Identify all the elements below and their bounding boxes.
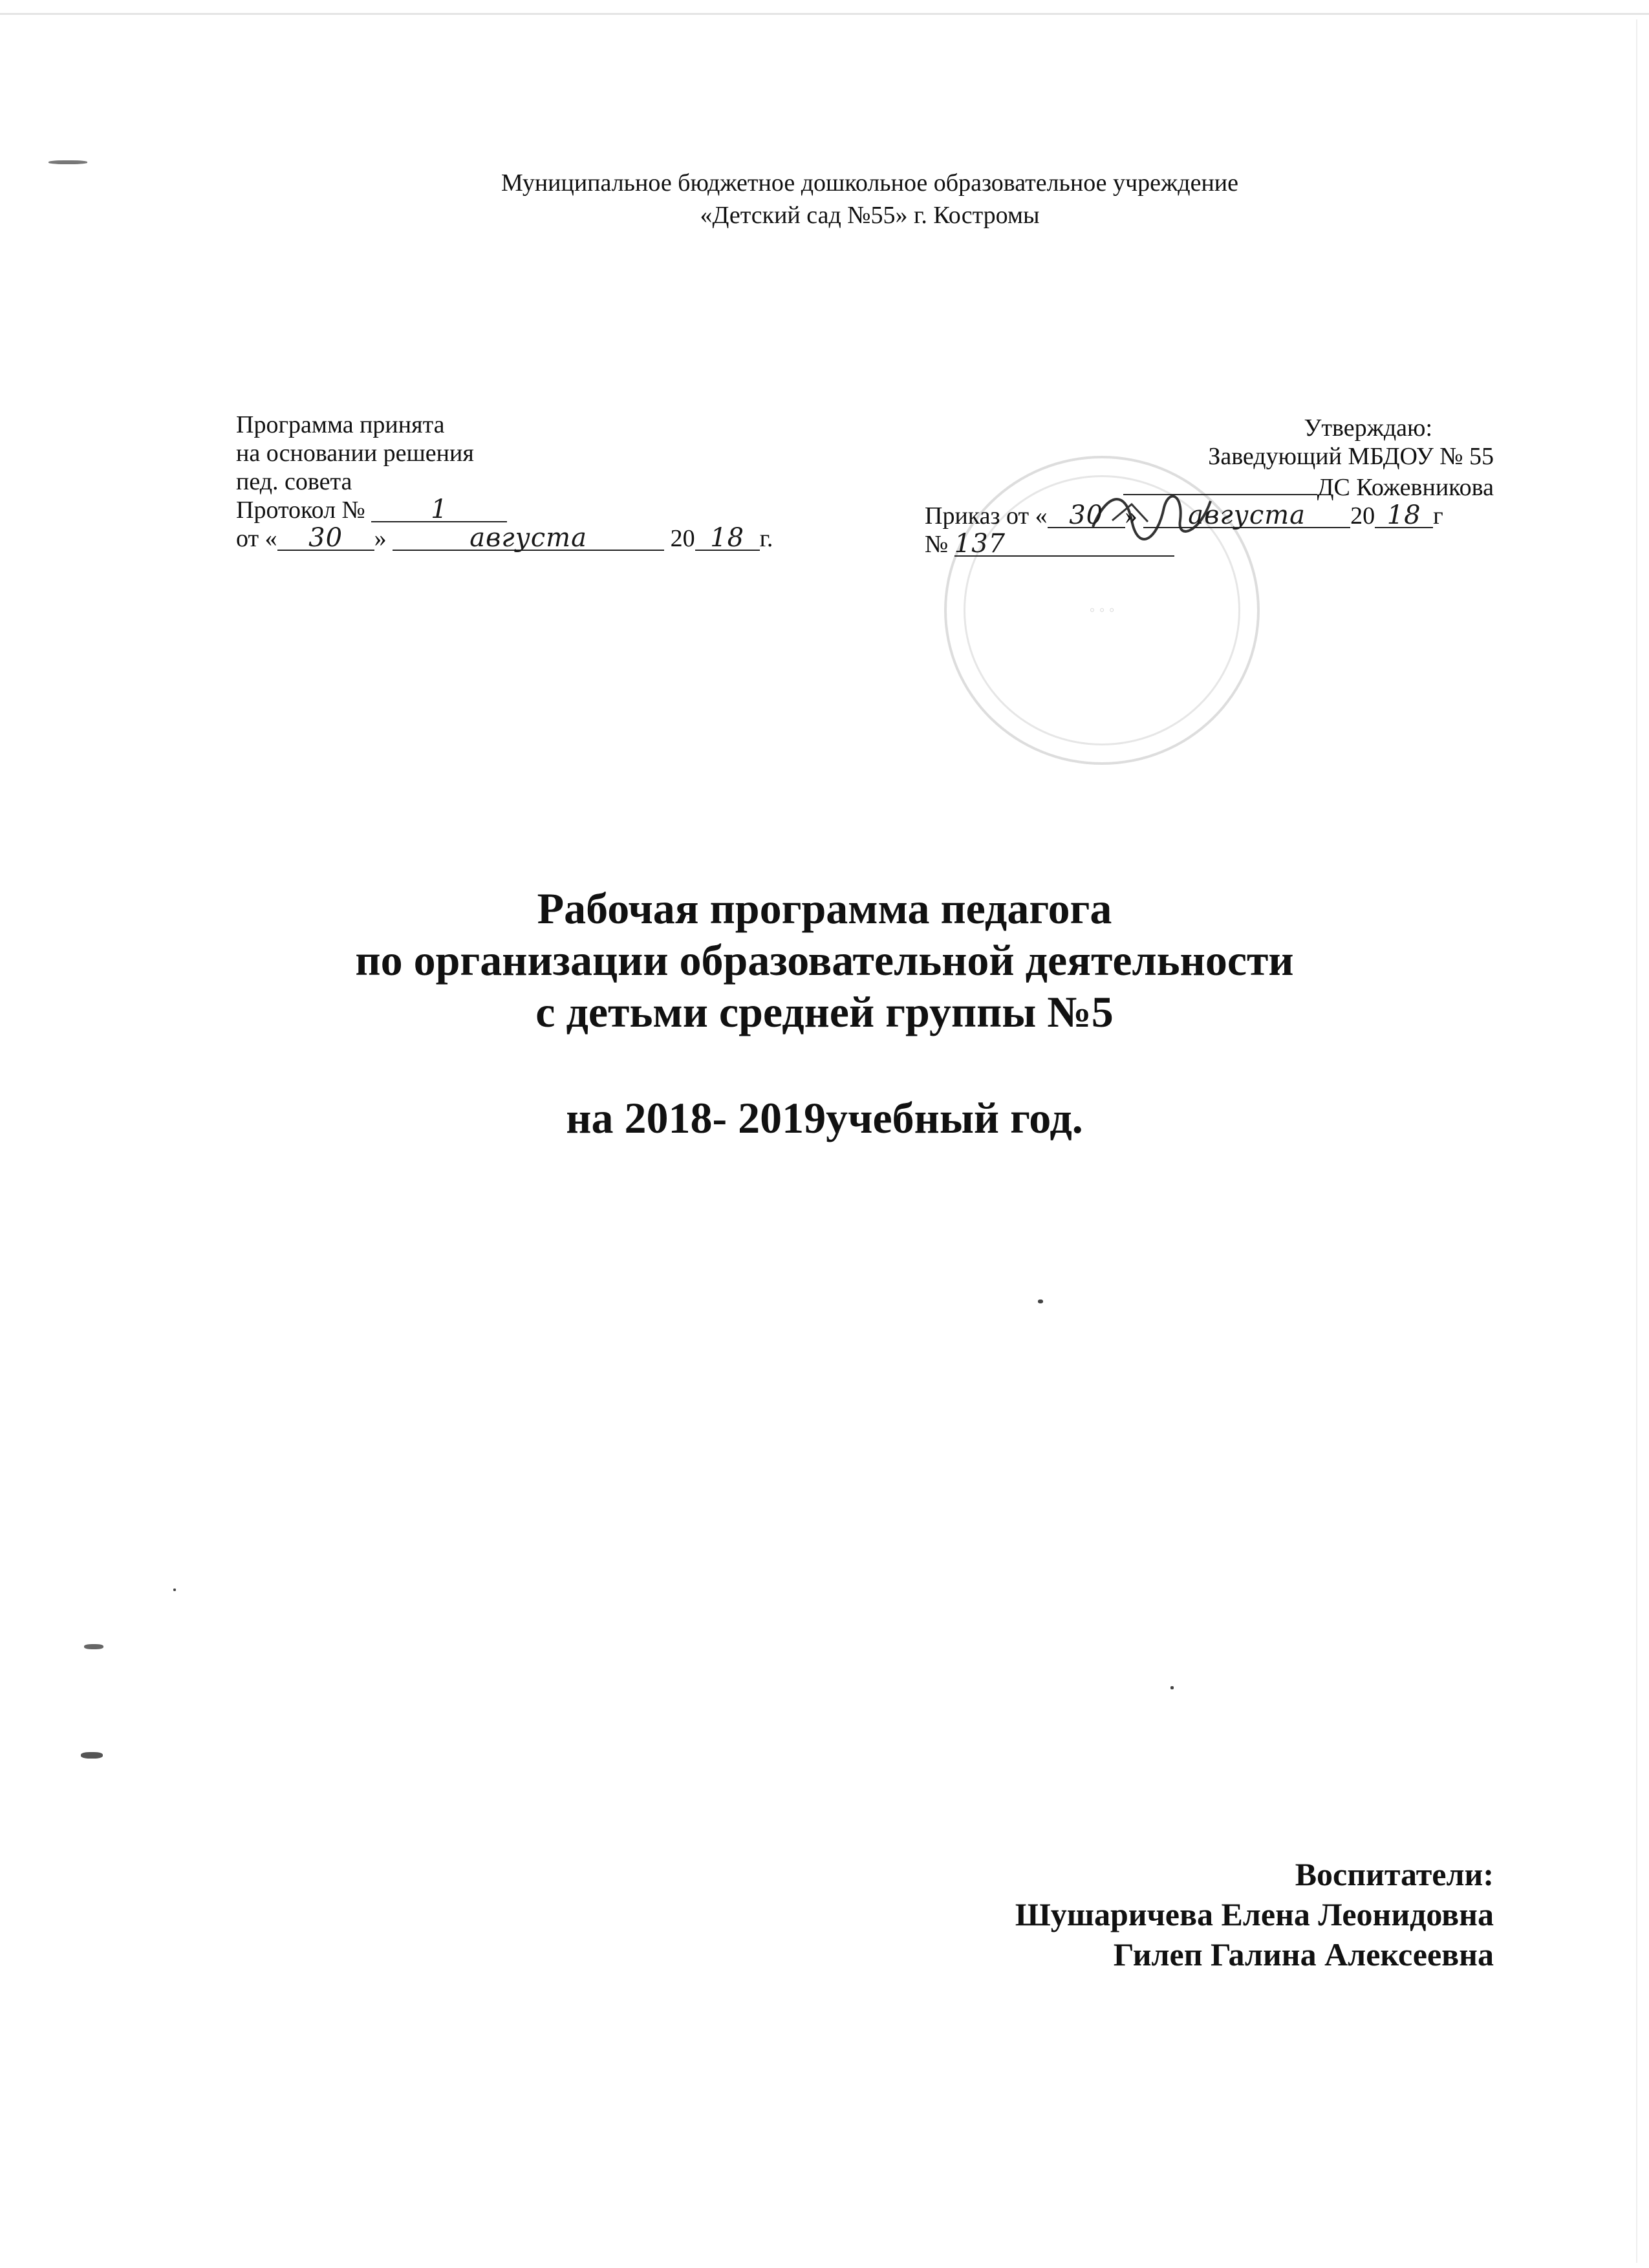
scan-speck: [1038, 1300, 1043, 1303]
authors-block: [1015, 1854, 1494, 1974]
date-month: августа: [393, 526, 664, 551]
approved-line-2: Заведующий МБДОУ № 55: [1208, 443, 1494, 470]
order-month: августа: [1143, 504, 1350, 528]
approved-signature-line: [925, 471, 1494, 502]
authors-label: Воспитатели:: [1295, 1856, 1494, 1892]
order-date-line: [925, 502, 1494, 530]
title-line-2: по организации образовательной деятельности: [355, 936, 1294, 985]
seal-lettering: ◦ ◦ ◦: [1089, 601, 1115, 619]
author-name-1: Шушаричева Елена Леонидовна: [1015, 1896, 1494, 1932]
title-line-4: на 2018- 2019учебный год.: [566, 1093, 1083, 1142]
order-prefix: Приказ от «: [925, 502, 1048, 530]
title-line-1: Рабочая программа педагога: [537, 884, 1112, 933]
date-day: 30: [277, 526, 374, 551]
institution-header: [0, 167, 1649, 231]
order-day: 30: [1048, 504, 1125, 528]
scan-speck: [81, 1752, 103, 1759]
order-mid: »: [1125, 502, 1137, 530]
institution-line-2: «Детский сад №55» г. Костромы: [700, 202, 1040, 229]
order-year-prefix: 20: [1350, 502, 1375, 530]
signature-blank: [1123, 471, 1317, 495]
protocol-line: [236, 496, 773, 524]
date-prefix: от «: [236, 525, 277, 552]
year-unit: г.: [759, 525, 773, 552]
institution-line-1: Муниципальное бюджетное дошкольное образовательное учреждение: [501, 169, 1238, 197]
acceptance-date-line: [236, 524, 773, 553]
scan-speck: [48, 160, 87, 164]
order-year-unit: г: [1433, 502, 1443, 530]
accepted-line-1: Программа принята: [236, 411, 445, 438]
approved-line-1: Утверждаю:: [1304, 414, 1432, 442]
protocol-label: Протокол №: [236, 497, 365, 524]
scan-speck: [173, 1589, 176, 1591]
title-line-3: с детьми средней группы №5: [535, 987, 1114, 1036]
order-number-value: 137: [954, 532, 1174, 557]
approval-block: [925, 414, 1494, 559]
scan-speck: [1170, 1686, 1174, 1689]
accepted-line-3: пед. совета: [236, 468, 352, 495]
protocol-number: 1: [371, 498, 507, 522]
date-mid: »: [374, 525, 387, 552]
author-name-2: Гилеп Галина Алексеевна: [1113, 1936, 1494, 1973]
year-prefix: 20: [670, 525, 695, 552]
order-number-line: [925, 530, 1494, 559]
order-number-label: №: [925, 531, 949, 558]
director-name: ДС Кожевникова: [1317, 474, 1494, 501]
document-title: [0, 883, 1649, 1144]
year-suffix: 18: [695, 526, 760, 551]
accepted-line-2: на основании решения: [236, 440, 474, 467]
order-year-suffix: 18: [1375, 504, 1433, 528]
scan-top-edge: [0, 13, 1649, 15]
title-spacer: [0, 1038, 1649, 1092]
scan-speck: [84, 1644, 103, 1649]
acceptance-block: [236, 411, 773, 553]
